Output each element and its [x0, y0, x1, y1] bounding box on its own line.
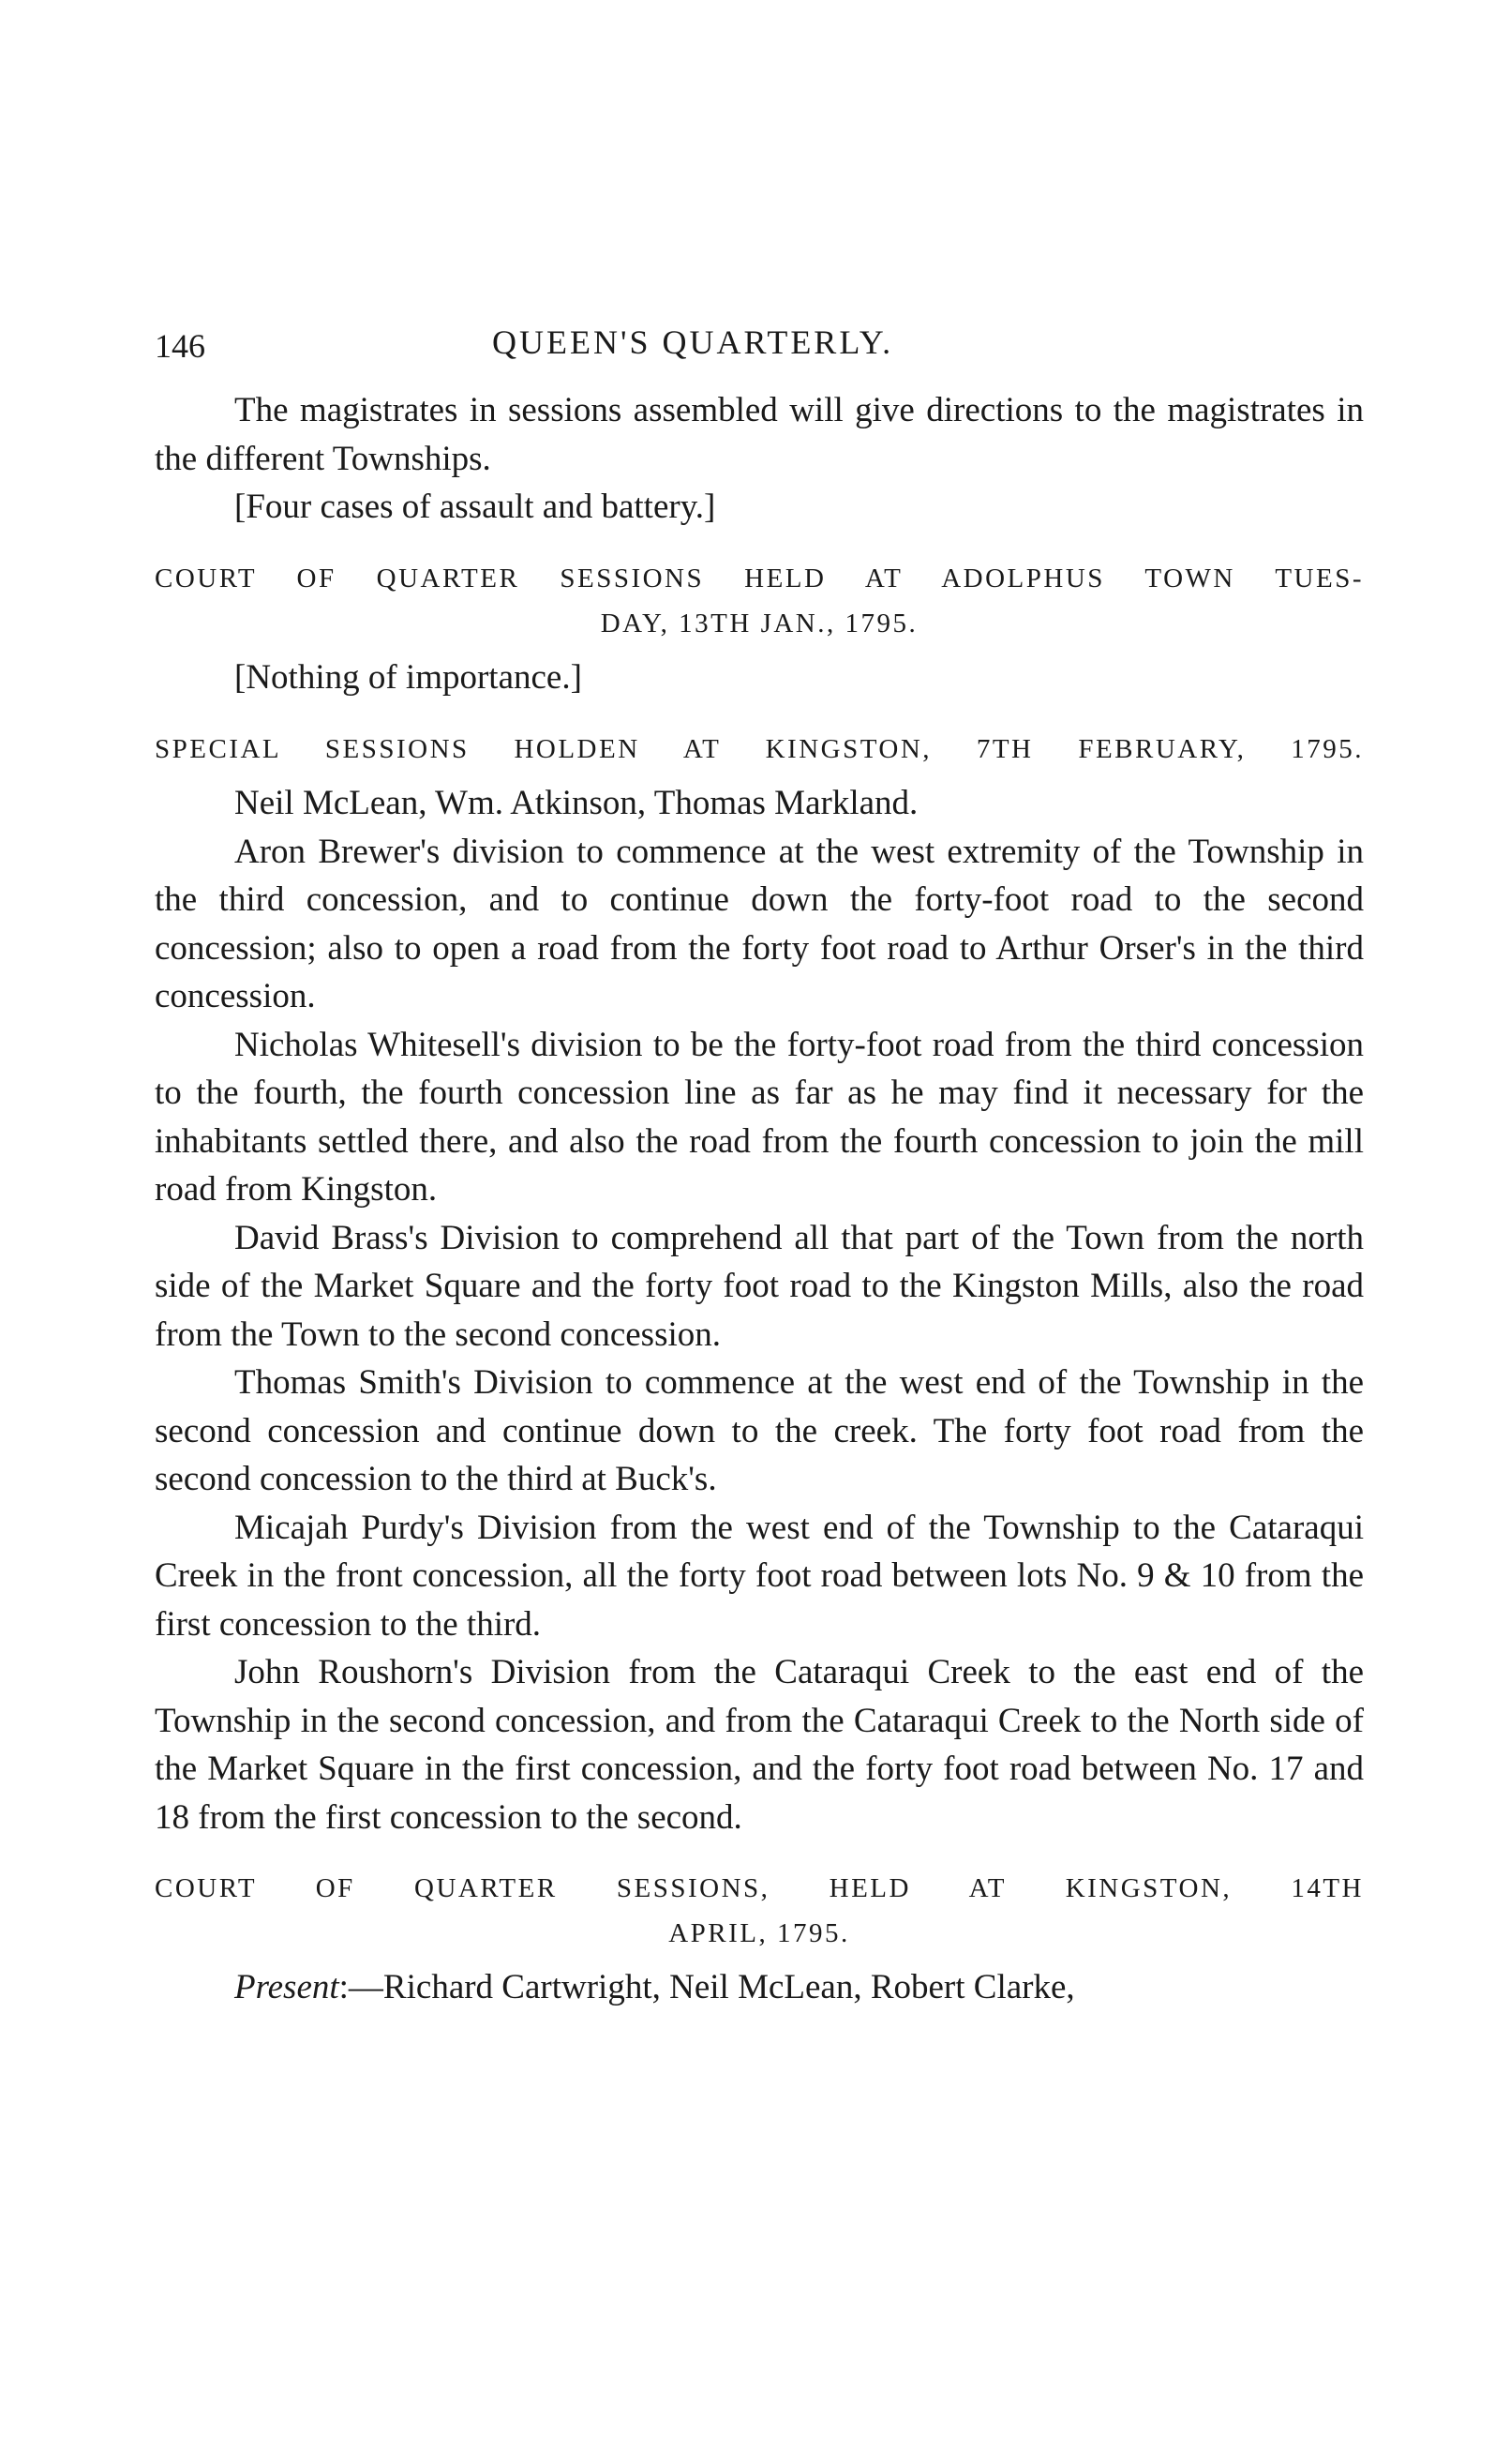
paragraph-attendees: Neil McLean, Wm. Atkinson, Thomas Markland. [234, 784, 919, 822]
paragraph-nicholas-whitesell: Nicholas Whitesell's division to be the forty-foot road from the third concession to the fourth, the fourth concession line as far as he may find it necessary for the inhabitants settled there, and also the road from the fourth concession to join the mill road from Kingston. [155, 1025, 1364, 1209]
heading-line: COURT OF QUARTER SESSIONS, HELD AT KINGSTON, 14TH [155, 1873, 1364, 1903]
paragraph-magistrates: The magistrates in sessions assembled will give directions to the magistrates in the different Townships. [155, 391, 1364, 478]
note-nothing-important: [Nothing of importance.] [234, 658, 582, 697]
paragraph-david-brass: David Brass's Division to comprehend all that part of the Town from the north side of the Market Square and the forty foot road to the Kingston Mills, also the road from the Town to the second concession. [155, 1218, 1364, 1354]
book-page [155, 309, 1364, 2012]
running-header [155, 309, 1364, 366]
note-assault-cases: [Four cases of assault and battery.] [234, 488, 716, 526]
present-line [155, 1963, 1364, 2012]
present-names: :—Richard Cartwright, Neil McLean, Robert Clarke, [338, 1968, 1075, 2006]
present-label: Present [234, 1968, 339, 2006]
paragraph-thomas-smith: Thomas Smith's Division to commence at the west end of the Township in the second concession and continue down to the creek. The forty foot road from the second concession to the third at Buck's. [155, 1363, 1364, 1498]
section-heading-adolphus-town [155, 556, 1364, 646]
section-heading-kingston-april [155, 1866, 1364, 1956]
paragraph-aron-brewer: Aron Brewer's division to commence at the west extremity of the Township in the third concession, and to continue down the forty-foot road to the second concession; also to open a road from the forty foot road to Arthur Orser's in the third concession. [155, 832, 1364, 1015]
journal-title: QUEEN'S QUARTERLY. [492, 323, 894, 361]
paragraph-micajah-purdy: Micajah Purdy's Division from the west end of the Township to the Cataraqui Creek in the front concession, all the forty foot road between lots No. 9 & 10 from the first concession to the third. [155, 1508, 1364, 1644]
heading-line: APRIL, 1795. [668, 1918, 850, 1948]
section-heading-special-sessions [155, 727, 1364, 772]
heading-line: DAY, 13TH JAN., 1795. [600, 608, 919, 639]
page-number: 146 [155, 327, 205, 365]
paragraph-john-roushorn: John Roushorn's Division from the Cataraqui Creek to the east end of the Township in the second concession, and from the Cataraqui Creek to the North side of the Market Square in the first concession, and the forty foot road between No. 17 and 18 from the first concession to the second. [155, 1653, 1364, 1837]
heading-line: COURT OF QUARTER SESSIONS HELD AT ADOLPHUS TOWN TUES- [155, 563, 1364, 593]
heading-line: SPECIAL SESSIONS HOLDEN AT KINGSTON, 7TH FEBRUARY, 1795. [155, 734, 1364, 764]
